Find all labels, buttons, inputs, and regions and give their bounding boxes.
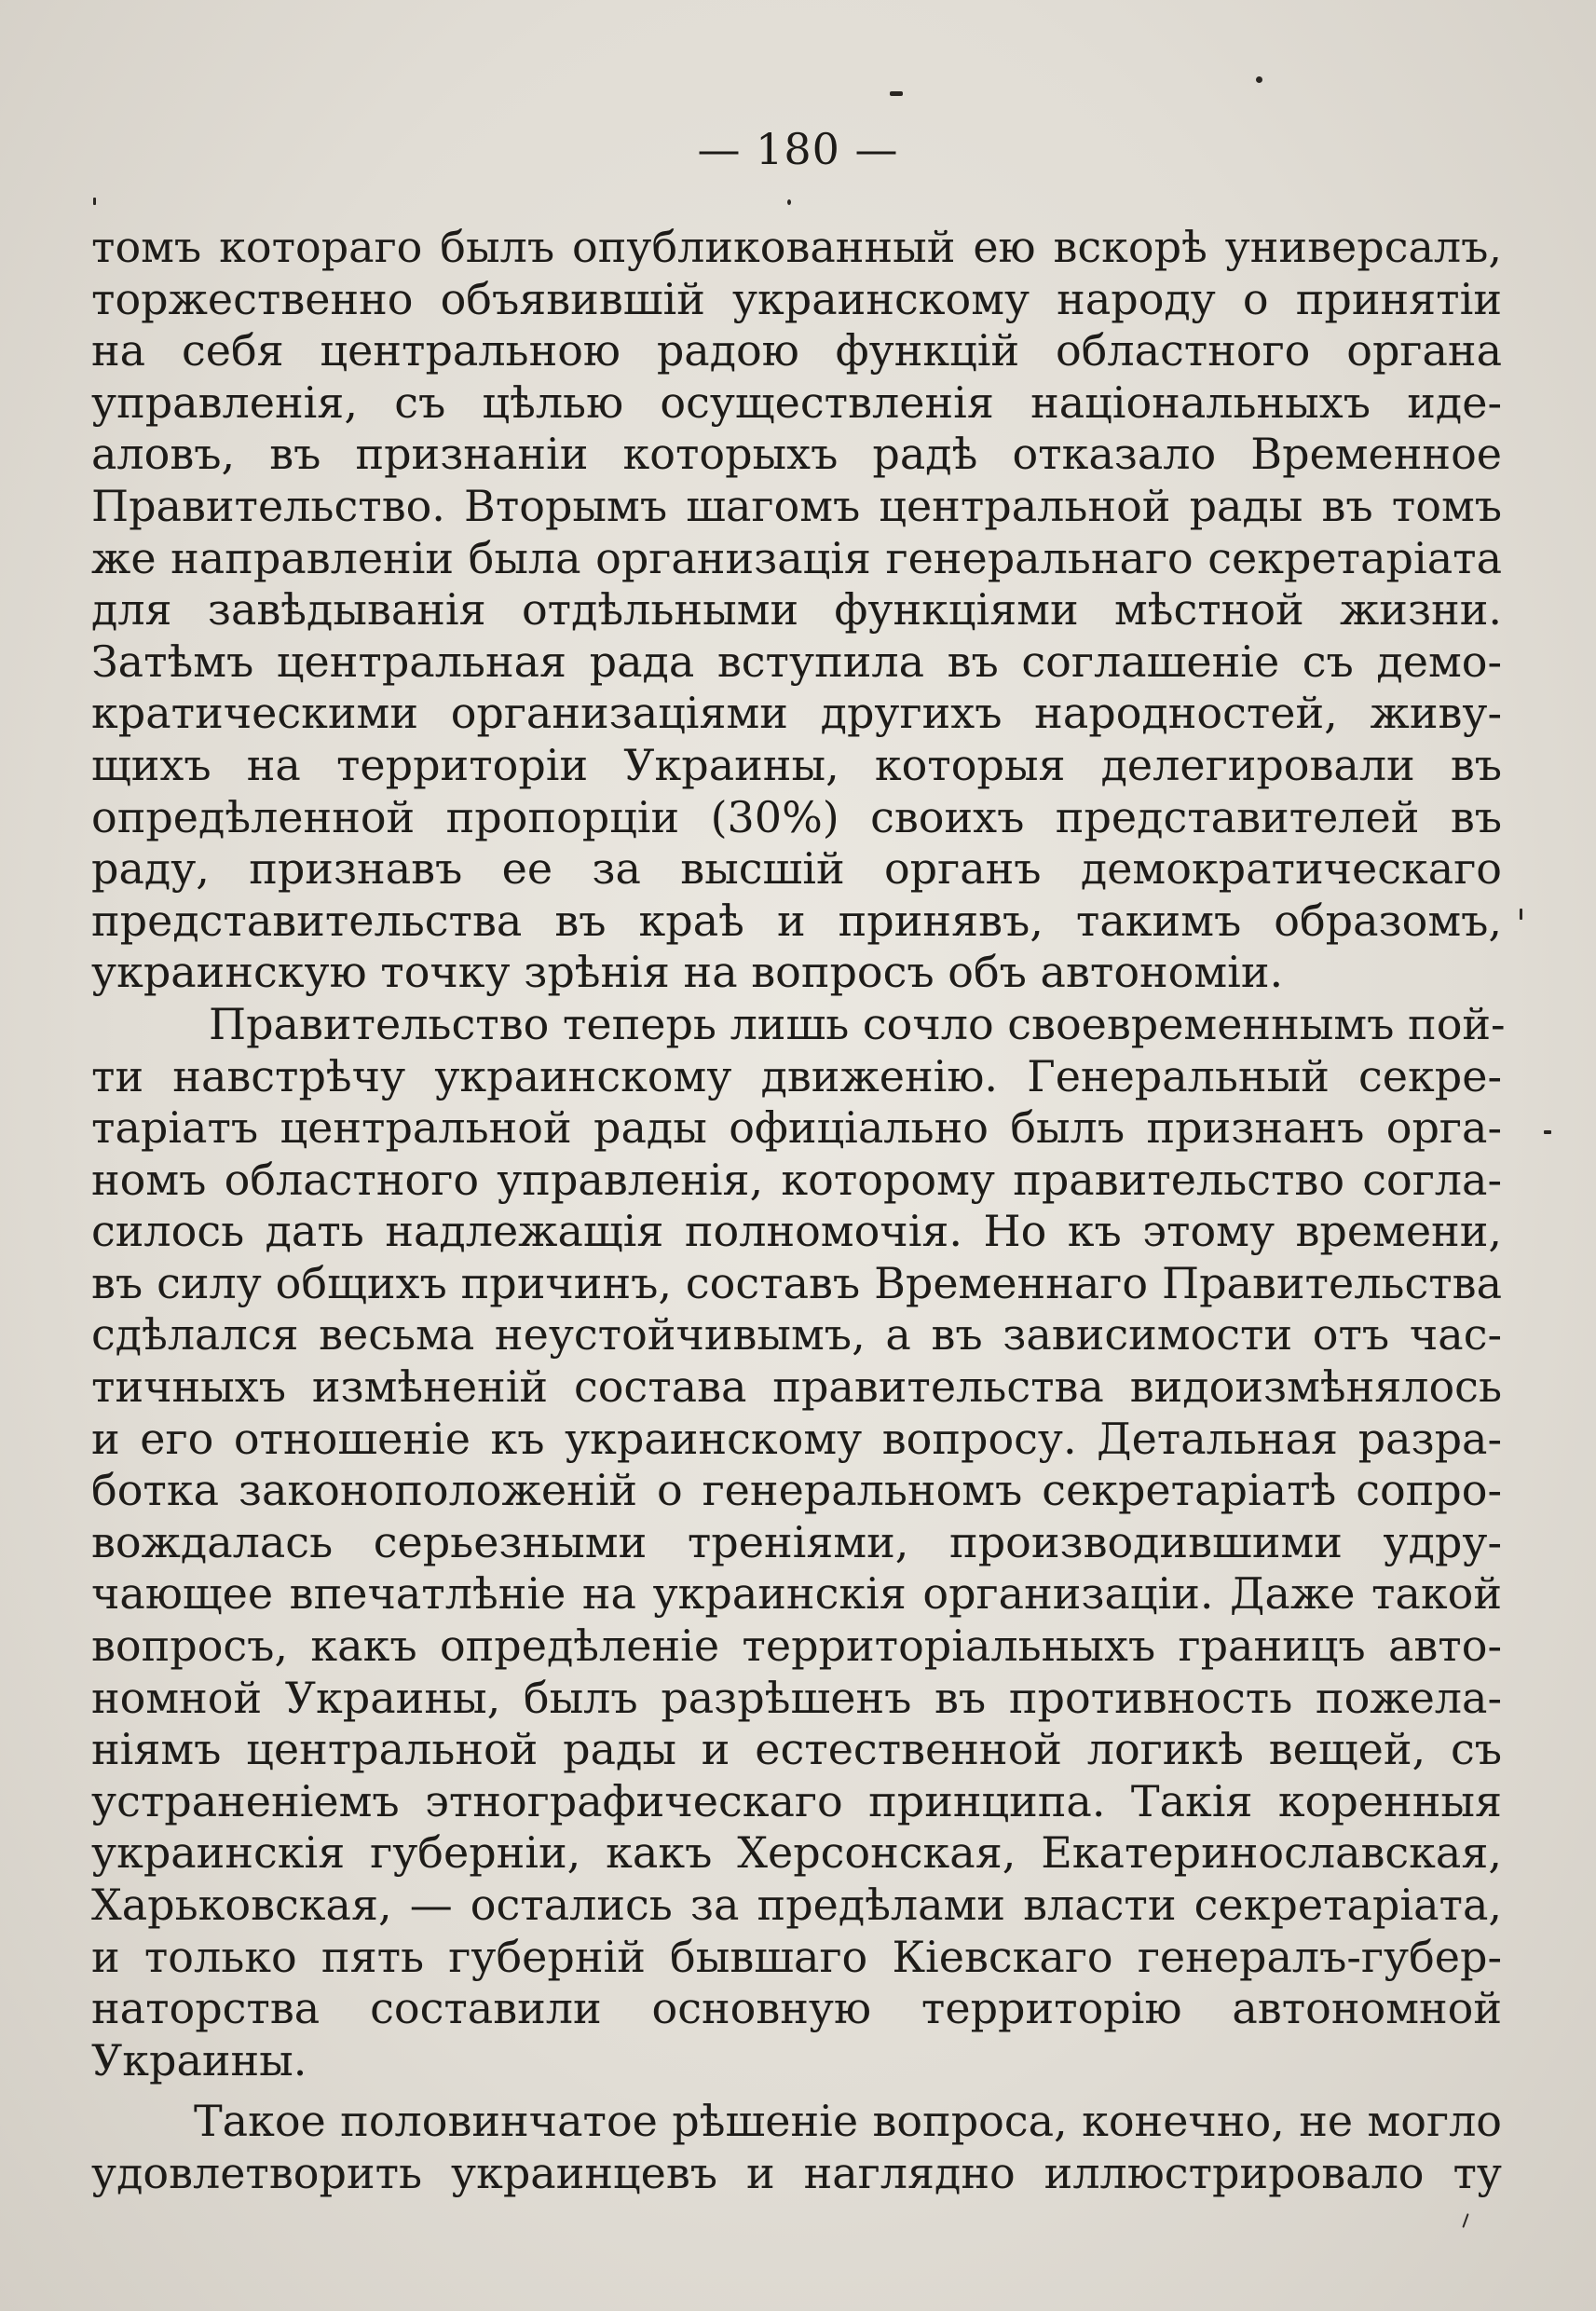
text-line: представительства въ краѣ и принявъ, такимъ образомъ, <box>91 895 1502 946</box>
scan-speck <box>1520 909 1522 920</box>
text-line: аловъ, въ признаніи которыхъ радѣ отказало Временное <box>91 429 1502 480</box>
text-line: Правительство теперь лишь сочло своевременнымъ пой- <box>209 998 1506 1049</box>
text-line: торжественно объявившій украинскому народу о принятіи <box>91 273 1502 324</box>
text-line: же направленіи была организація генеральнаго секретаріата <box>91 532 1502 583</box>
text-line: вопросъ, какъ опредѣленіе территоріальныхъ границъ авто- <box>91 1620 1502 1672</box>
scan-speck <box>1256 76 1262 83</box>
scan-speck <box>1544 1130 1551 1134</box>
text-line: ботка законоположеній о генеральномъ секретаріатѣ сопро- <box>91 1465 1502 1516</box>
text-line: на себя центральною радою функцій областного органа <box>91 325 1502 376</box>
text-line: опредѣленной пропорціи (30%) своихъ представителей въ <box>91 791 1502 842</box>
text-line: раду, признавъ ее за высшій органъ демократическаго <box>91 843 1502 895</box>
paragraph <box>91 2096 1502 2199</box>
text-line: и только пять губерній бывшаго Кіевскаго генералъ-губер- <box>91 1931 1502 1982</box>
text-line: номной Украины, былъ разрѣшенъ въ противность пожела- <box>91 1672 1502 1723</box>
text-line: украинскую точку зрѣнія на вопросъ объ автономіи. <box>91 947 1284 998</box>
text-line: томъ котораго былъ опубликованный ею вскорѣ универсалъ, <box>91 222 1502 272</box>
text-line: ти навстрѣчу украинскому движенію. Генеральный секре- <box>91 1050 1502 1101</box>
text-line: наторства составили основную территорію автономной <box>91 1983 1502 2034</box>
text-line: управленія, съ цѣлью осуществленія національныхъ иде- <box>91 376 1502 428</box>
text-line: и его отношеніе къ украинскому вопросу. Детальная разра- <box>91 1413 1502 1464</box>
scan-speck <box>1462 2213 1468 2228</box>
page-number: — 180 — <box>697 124 899 174</box>
text-line: ніямъ центральной рады и естественной логикѣ вещей, съ <box>91 1724 1502 1775</box>
text-line: Харьковская, — остались за предѣлами власти секретаріата, <box>91 1880 1502 1930</box>
text-line: Украины. <box>91 2034 307 2085</box>
scan-speck <box>890 91 903 96</box>
text-line: силось дать надлежащія полномочія. Но къ этому времени, <box>91 1206 1502 1257</box>
text-line: Правительство. Вторымъ шагомъ центральной рады въ томъ <box>91 480 1502 531</box>
text-line: сдѣлался весьма неустойчивымъ, а въ зависимости отъ час- <box>91 1309 1502 1361</box>
text-line: чающее впечатлѣніе на украинскія организаціи. Даже такой <box>91 1568 1502 1620</box>
scan-speck <box>787 199 791 205</box>
text-line: устраненіемъ этнографическаго принципа. Такія коренныя <box>91 1775 1502 1826</box>
text-line: удовлетворить украинцевъ и наглядно иллюстрировало ту <box>91 2147 1502 2198</box>
text-line: вождалась серьезными треніями, производившими удру- <box>91 1516 1502 1567</box>
text-line: Затѣмъ центральная рада вступила въ соглашеніе съ демо- <box>91 636 1502 687</box>
text-line: для завѣдыванія отдѣльными функціями мѣстной жизни. <box>91 584 1502 636</box>
scan-speck <box>93 198 96 205</box>
text-line: тичныхъ измѣненій состава правительства видоизмѣнялось <box>91 1361 1502 1413</box>
paragraph <box>91 998 1506 2086</box>
text-line: номъ областного управленія, которому правительство согла- <box>91 1154 1502 1205</box>
body-text <box>91 222 1506 2200</box>
text-line: Такое половинчатое рѣшеніе вопроса, конечно, не могло <box>194 2096 1502 2147</box>
paragraph <box>91 222 1502 999</box>
text-line: украинскія губерніи, какъ Херсонская, Екатеринославская, <box>91 1827 1502 1879</box>
text-line: щихъ на территоріи Украины, которыя делегировали въ <box>91 739 1502 790</box>
text-line: таріатъ центральной рады офиціально былъ признанъ орга- <box>91 1102 1502 1154</box>
text-line: кратическими организаціями другихъ народностей, живу- <box>91 688 1502 739</box>
text-line: въ силу общихъ причинъ, составъ Временнаго Правительства <box>91 1257 1502 1308</box>
